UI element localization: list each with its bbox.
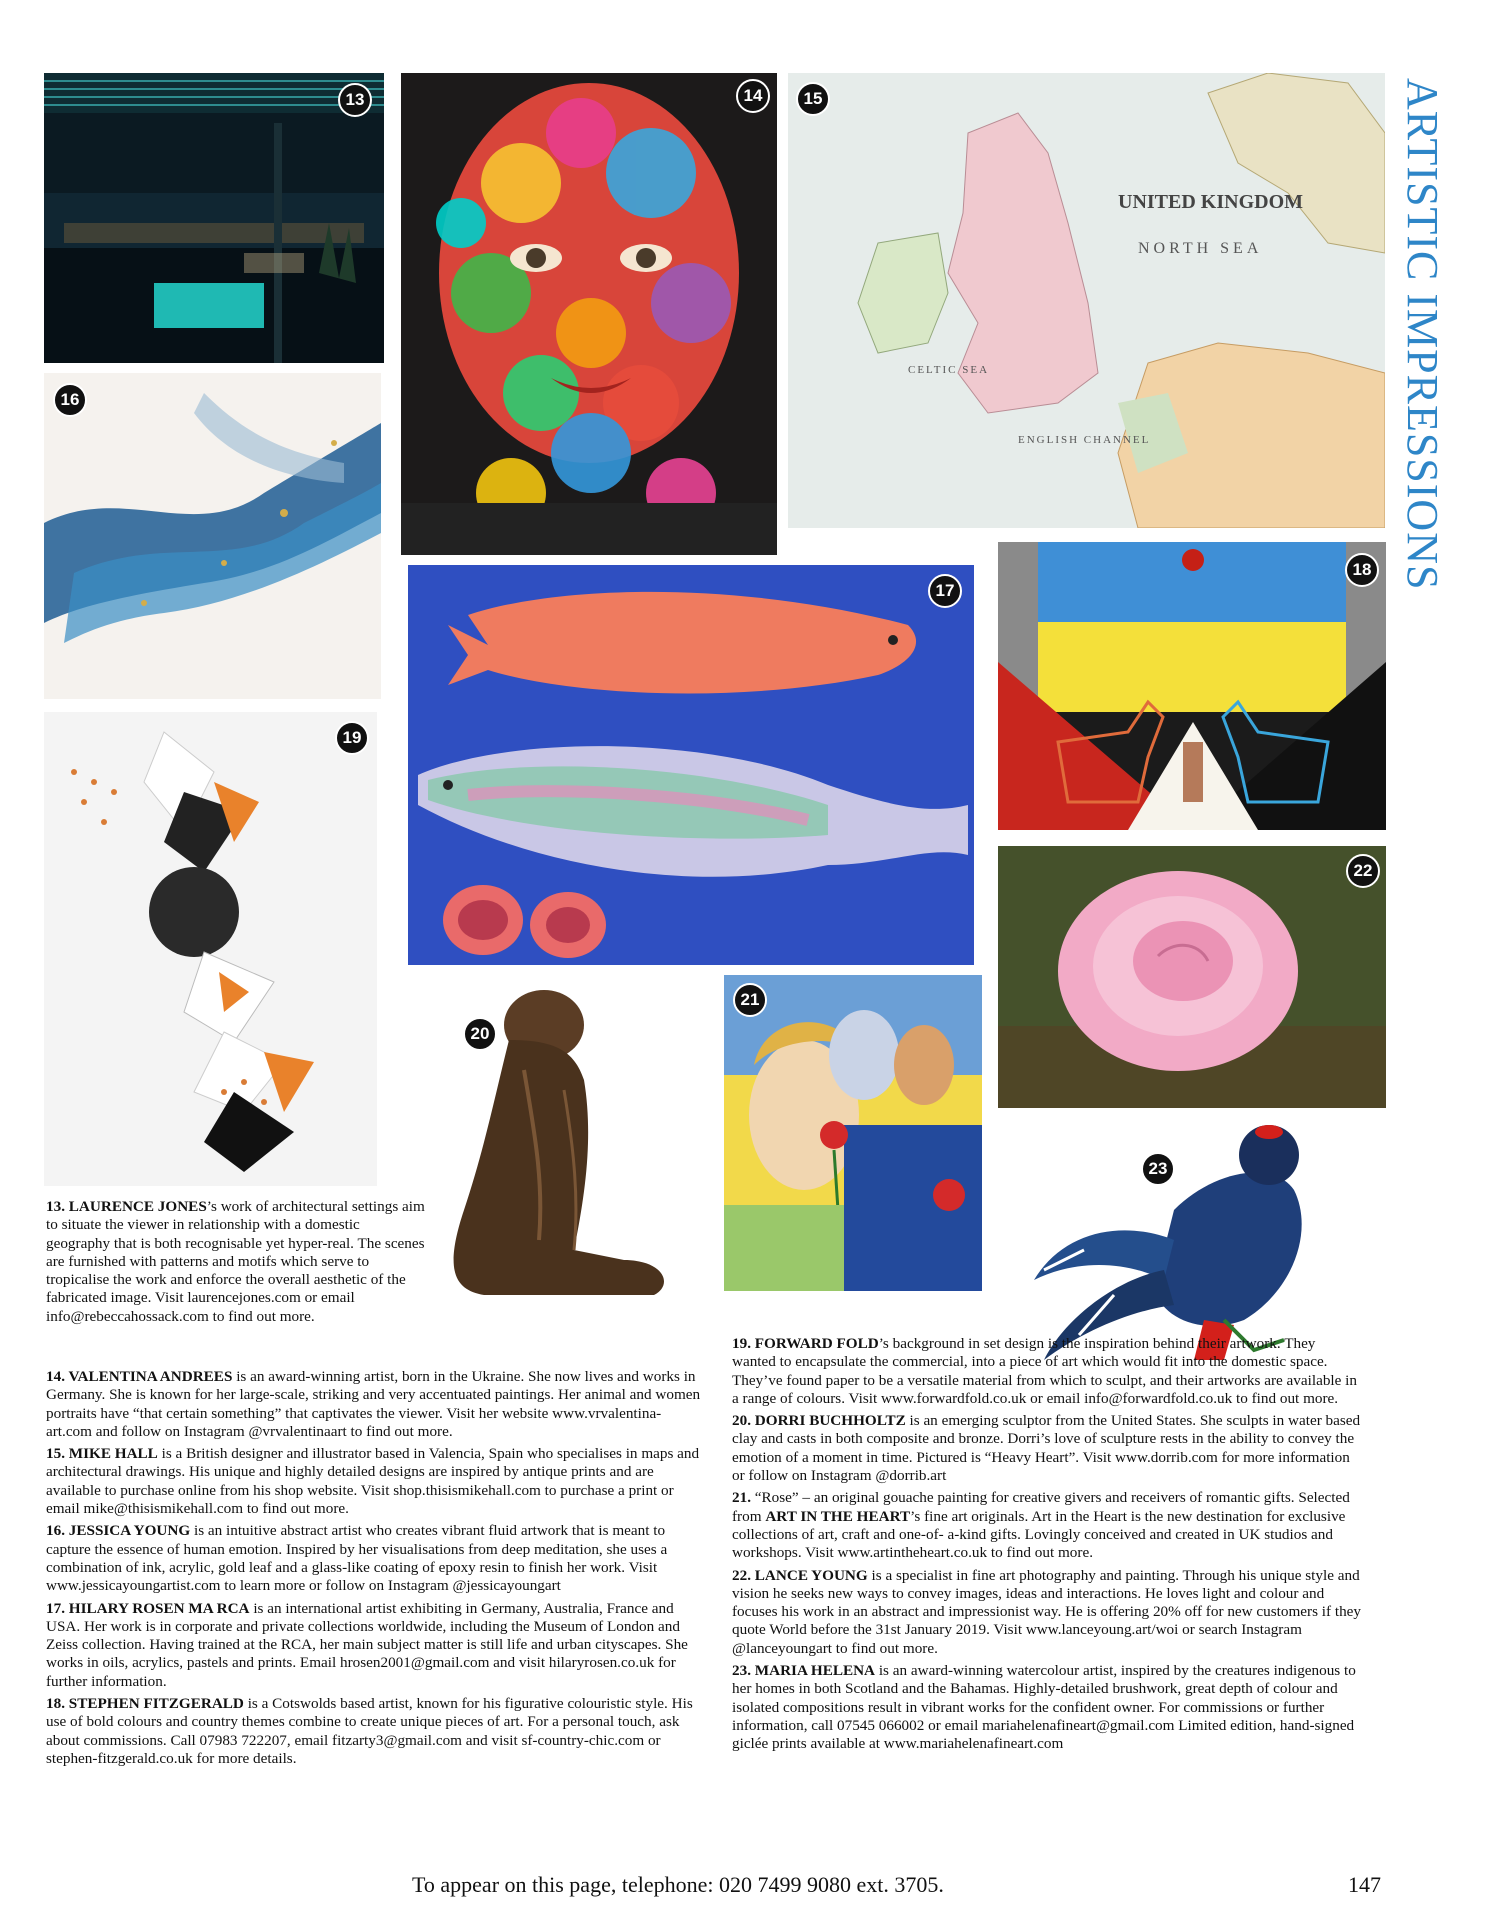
caption-13	[46, 1198, 426, 1330]
artist-name-15: 15. MIKE HALL	[46, 1445, 158, 1463]
artist-name-20: 20. DORRI BUCHHOLTZ	[732, 1412, 906, 1430]
badge-22: 22	[1346, 854, 1380, 888]
artwork-19-paper-sculpture	[44, 712, 377, 1186]
caption-20	[732, 1412, 1362, 1485]
map-label-celtic-sea: CELTIC SEA	[908, 364, 990, 376]
artwork-13-architectural-night	[44, 73, 384, 363]
artwork-22-rose-photo	[998, 846, 1386, 1108]
badge-15: 15	[796, 82, 830, 116]
badge-13: 13	[338, 83, 372, 117]
artwork-17-fish	[408, 565, 974, 965]
section-title-text: ARTISTIC IMPRESSIONS	[1398, 78, 1447, 591]
badge-14: 14	[736, 79, 770, 113]
artist-text-15: is a British designer and illustrator based in Valencia, Spain who specialises in maps and architectural drawings. His unique and highly detailed designs are inspired by antique prints and are available to purchase online from his shop website. Visit shop.thisismikehall.com to purchase a print or email mike@thisismikehall.com to find out more.	[46, 1445, 700, 1518]
artist-text-19: ’s background in set design is the inspiration behind their artwork. They wanted to encapsulate the commercial, into a piece of art which would fit into the domestic space. They’ve found paper to be a versatile material from which to sculpt, and their artworks are available in a range of colours. Visit www.forwardfold.co.uk or email info@forwardfold.co.uk to find out more.	[732, 1335, 1357, 1407]
artist-text-21: ’s fine art originals. Art in the Heart is the new destination for exclusive collections of art, craft and one-of- a-kind gifts. Lovingly conceived and created in UK studios and workshops. Visit www.artintheheart.co.uk to find out more.	[732, 1507, 1346, 1562]
artist-name-21: ART IN THE HEART	[765, 1507, 911, 1525]
artwork-23-black-grouse	[1024, 1120, 1380, 1368]
artist-name-13: 13. LAURENCE JONES	[46, 1198, 207, 1215]
artist-text-18: is a Cotswolds based artist, known for his figurative colouristic style. His use of bold colours and country themes combine to create unique pieces of art. For a personal touch, ask about commissions. Call 07983 722207, email fitzarty3@gmail.com and visit sf-country-chic.com or stephen-fitzgerald.co.uk for more details.	[46, 1695, 693, 1767]
badge-21: 21	[733, 983, 767, 1017]
artwork-15-map	[788, 73, 1385, 528]
caption-21-number: 21.	[732, 1489, 755, 1507]
caption-15	[46, 1445, 706, 1518]
caption-21-quote: “Rose” – an original gouache painting for creative givers and receivers of romantic gifts. Selected from	[732, 1489, 1350, 1525]
artist-text-22: is a specialist in fine art photography and painting. Through his unique style and vision he seeks new ways to convey images, ideas and interactions. He loves light and colour and focuses his work in an abstract and impressionist way. He is offering 20% off for new customers if they quote World before the 31st January 2019. Visit www.lanceyoung.art/woi or search Instagram @lanceyoungart to find out more.	[732, 1566, 1362, 1657]
badge-17: 17	[928, 574, 962, 608]
artist-name-14: 14. VALENTINA ANDREES	[46, 1368, 233, 1385]
artist-text-20: is an emerging sculptor from the United States. She sculpts in water based clay and casts in both composite and bronze. Dorri’s love of sculpture rests in the ability to convey the emotion of a moment in time. Pictured is “Heavy Heart”. Visit www.dorrib.com for more information or follow on Instagram @dorrib.art	[732, 1412, 1361, 1485]
page-number: 147	[1348, 1872, 1381, 1897]
artist-name-17: 17. HILARY ROSEN MA RCA	[46, 1599, 250, 1617]
badge-19: 19	[335, 721, 369, 755]
artist-name-22: 22. LANCE YOUNG	[732, 1566, 868, 1584]
artist-name-19: 19. FORWARD FOLD	[732, 1335, 879, 1352]
artwork-16-fluid-abstract	[44, 373, 381, 699]
section-title	[1392, 78, 1452, 591]
artist-name-16: 16. JESSICA YOUNG	[46, 1522, 191, 1540]
caption-23	[732, 1662, 1362, 1753]
map-label-north-sea: NORTH SEA	[1138, 240, 1263, 257]
artist-text-17: is an international artist exhibiting in Germany, Australia, France and USA. Her work is in corporate and private collections worldwide, including the Museum of London and Zeiss collection. Having trained at the RCA, her main subject matter is still life and urban cityscapes. She works in oils, acrylics, pastels and prints. Email hrosen2001@gmail.com and visit hilaryrosen.co.uk for further information.	[46, 1599, 688, 1690]
caption-17	[46, 1600, 706, 1691]
footer-advert-line: To appear on this page, telephone: 020 7499 9080 ext. 3705.	[412, 1872, 944, 1897]
artwork-14-painted-face	[401, 73, 777, 555]
artist-name-18: 18. STEPHEN FITZGERALD	[46, 1695, 244, 1713]
artist-text-23: is an award-winning watercolour artist, inspired by the creatures indigenous to her homes in both Scotland and the Bahamas. Highly-detailed brushwork, great depth of colour and isolated compositions result in vibrant works for the confident owner. For commissions or further information, call 07545 066002 or email mariahelenafineart@gmail.com Limited edition, hand-signed giclée prints available at www.mariahelenafineart.com	[732, 1662, 1356, 1753]
artist-text-13: ’s work of architectural settings aim to situate the viewer in relationship with a domestic geography that is both recognisable yet hyper-real. The scenes are furnished with patterns and motifs which serve to tropicalise the work and enforce the overall aesthetic of the fabricated image. Visit laurencejones.com or email info@rebeccahossack.com to find out more.	[46, 1198, 425, 1325]
map-label-channel: ENGLISH CHANNEL	[1018, 434, 1151, 446]
artist-text-16: is an intuitive abstract artist who creates vibrant fluid artwork that is meant to capture the essence of human emotion. Inspired by her visualisations from deep meditation, she uses a combination of ink, acrylic, gold leaf and a glass-like coating of epoxy resin to finish her work. Visit www.jessicayoungartist.com to learn more or follow on Instagram @jessicayoungart	[46, 1522, 668, 1595]
badge-20: 20	[463, 1017, 497, 1051]
map-label-uk: UNITED KINGDOM	[1118, 191, 1304, 213]
caption-left-column	[46, 1368, 706, 1772]
artist-name-23: 23. MARIA HELENA	[732, 1662, 876, 1680]
badge-16: 16	[53, 383, 87, 417]
caption-16	[46, 1522, 706, 1595]
caption-19	[732, 1335, 1362, 1408]
artist-text-14: is an award-winning artist, born in the Ukraine. She now lives and works in Germany. She is known for her large-scale, striking and very accentuated paintings. Her animal and women portraits have “that certain something” that captivates the viewer. Visit her website www.vrvalentina-art.com and follow on Instagram @vrvalentinaart to find out more.	[46, 1368, 701, 1440]
badge-23: 23	[1141, 1152, 1175, 1186]
caption-right-column	[732, 1335, 1362, 1758]
caption-14	[46, 1368, 706, 1441]
artwork-18-horses	[998, 542, 1386, 830]
artwork-21-rose-painting	[724, 975, 982, 1291]
caption-21	[732, 1489, 1362, 1562]
badge-18: 18	[1345, 553, 1379, 587]
caption-22	[732, 1567, 1362, 1658]
caption-18	[46, 1695, 706, 1768]
